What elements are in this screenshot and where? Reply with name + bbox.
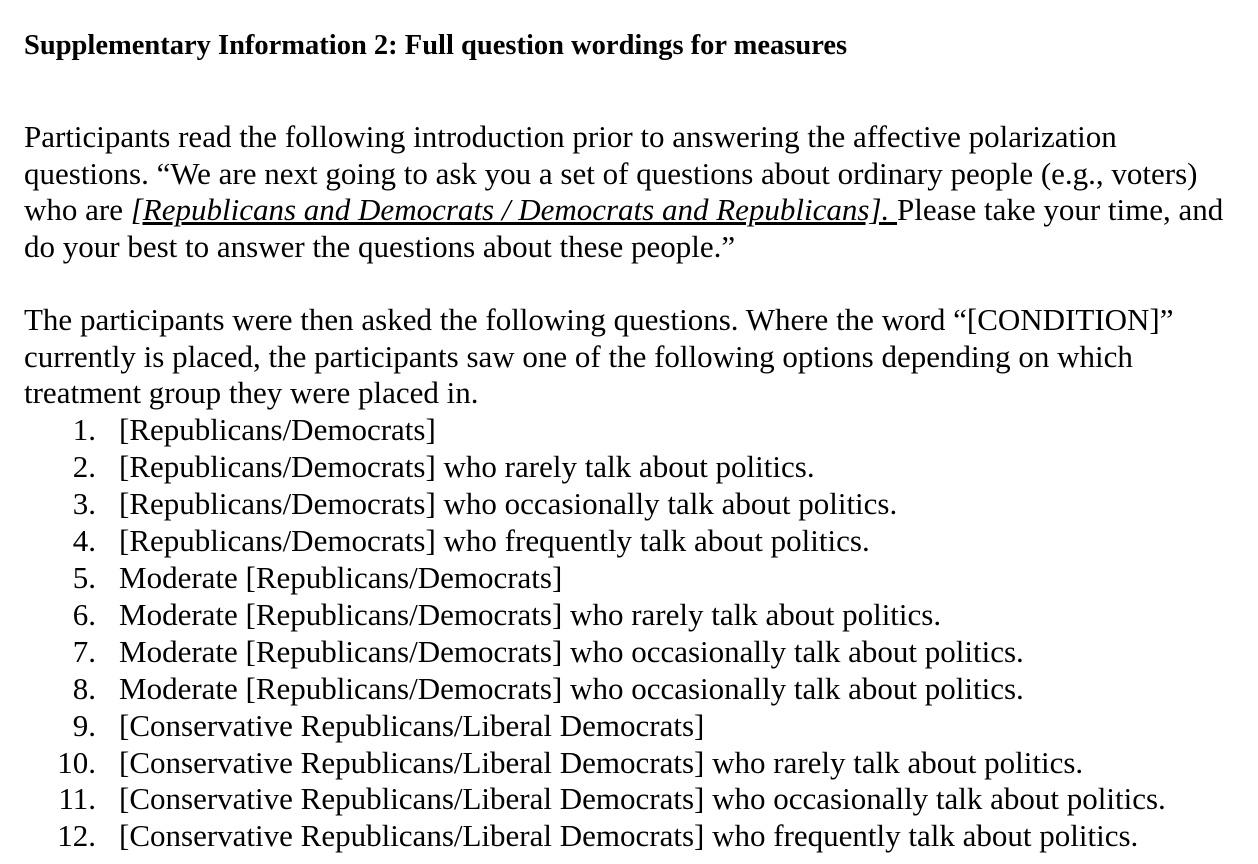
intro-line-3-before: who are bbox=[24, 192, 131, 228]
conditions-line-2: currently is placed, the participants saw one of the following options depending on which bbox=[24, 338, 1133, 374]
list-item bbox=[24, 708, 1258, 745]
list-item-number: 3. bbox=[72, 485, 96, 521]
list-item-text: Moderate [Republicans/Democrats] who occasionally talk about politics. bbox=[119, 633, 1024, 669]
list-item bbox=[24, 671, 1258, 708]
list-item bbox=[24, 597, 1258, 634]
conditions-line-3: treatment group they were placed in. bbox=[24, 375, 479, 411]
list-item-text: Moderate [Republicans/Democrats] who rarely talk about politics. bbox=[119, 596, 942, 632]
intro-line-2: questions. “We are next going to ask you a set of questions about ordinary people (e.g., voters) bbox=[24, 155, 1198, 191]
list-item bbox=[24, 449, 1258, 486]
list-item-text: [Conservative Republicans/Liberal Democrats] bbox=[119, 707, 705, 743]
list-item-number: 8. bbox=[72, 670, 96, 706]
list-item-text: Moderate [Republicans/Democrats] bbox=[119, 559, 563, 595]
list-item-number: 7. bbox=[72, 633, 96, 669]
list-item-number: 9. bbox=[72, 707, 96, 743]
document-page bbox=[24, 27, 1258, 855]
list-item bbox=[24, 818, 1258, 855]
list-item-number: 12. bbox=[57, 818, 96, 854]
conditions-list bbox=[24, 412, 1258, 855]
list-item-text: [Republicans/Democrats] who rarely talk about politics. bbox=[119, 448, 815, 484]
list-item-text: [Conservative Republicans/Liberal Democrats] who occasionally talk about politics. bbox=[119, 781, 1166, 817]
list-item-number: 6. bbox=[72, 596, 96, 632]
list-item-number: 1. bbox=[72, 411, 96, 447]
list-item bbox=[24, 781, 1258, 818]
conditions-paragraph bbox=[24, 302, 1258, 412]
intro-line-4: do your best to answer the questions about these people.” bbox=[24, 229, 736, 265]
intro-line-1: Participants read the following introduction prior to answering the affective polarization bbox=[24, 119, 1117, 154]
intro-paragraph bbox=[24, 119, 1258, 266]
list-item bbox=[24, 523, 1258, 560]
intro-condition-placeholder: [Republicans and Democrats / Democrats and Republicans]. bbox=[130, 192, 898, 228]
conditions-line-1: The participants were then asked the following questions. Where the word “[CONDITION]” bbox=[24, 301, 1174, 337]
list-item-number: 5. bbox=[72, 559, 96, 595]
section-heading: Supplementary Information 2: Full question wordings for measures bbox=[24, 30, 848, 61]
list-item bbox=[24, 412, 1258, 449]
list-item-number: 11. bbox=[58, 781, 96, 817]
list-item-text: Moderate [Republicans/Democrats] who occasionally talk about politics. bbox=[119, 670, 1024, 706]
list-item-text: [Republicans/Democrats] who occasionally talk about politics. bbox=[119, 485, 898, 521]
intro-line-3-after: Please take your time, and bbox=[897, 192, 1224, 228]
list-item-number: 10. bbox=[57, 744, 96, 780]
list-item-text: [Conservative Republicans/Liberal Democrats] who rarely talk about politics. bbox=[119, 744, 1084, 780]
list-item bbox=[24, 486, 1258, 523]
list-item bbox=[24, 634, 1258, 671]
list-item-text: [Republicans/Democrats] who frequently talk about politics. bbox=[119, 522, 870, 558]
list-item-text: [Conservative Republicans/Liberal Democrats] who frequently talk about politics. bbox=[119, 818, 1139, 854]
list-item-number: 2. bbox=[72, 448, 96, 484]
list-item-number: 4. bbox=[72, 522, 96, 558]
list-item bbox=[24, 560, 1258, 597]
list-item-text: [Republicans/Democrats] bbox=[119, 411, 436, 447]
list-item bbox=[24, 745, 1258, 782]
